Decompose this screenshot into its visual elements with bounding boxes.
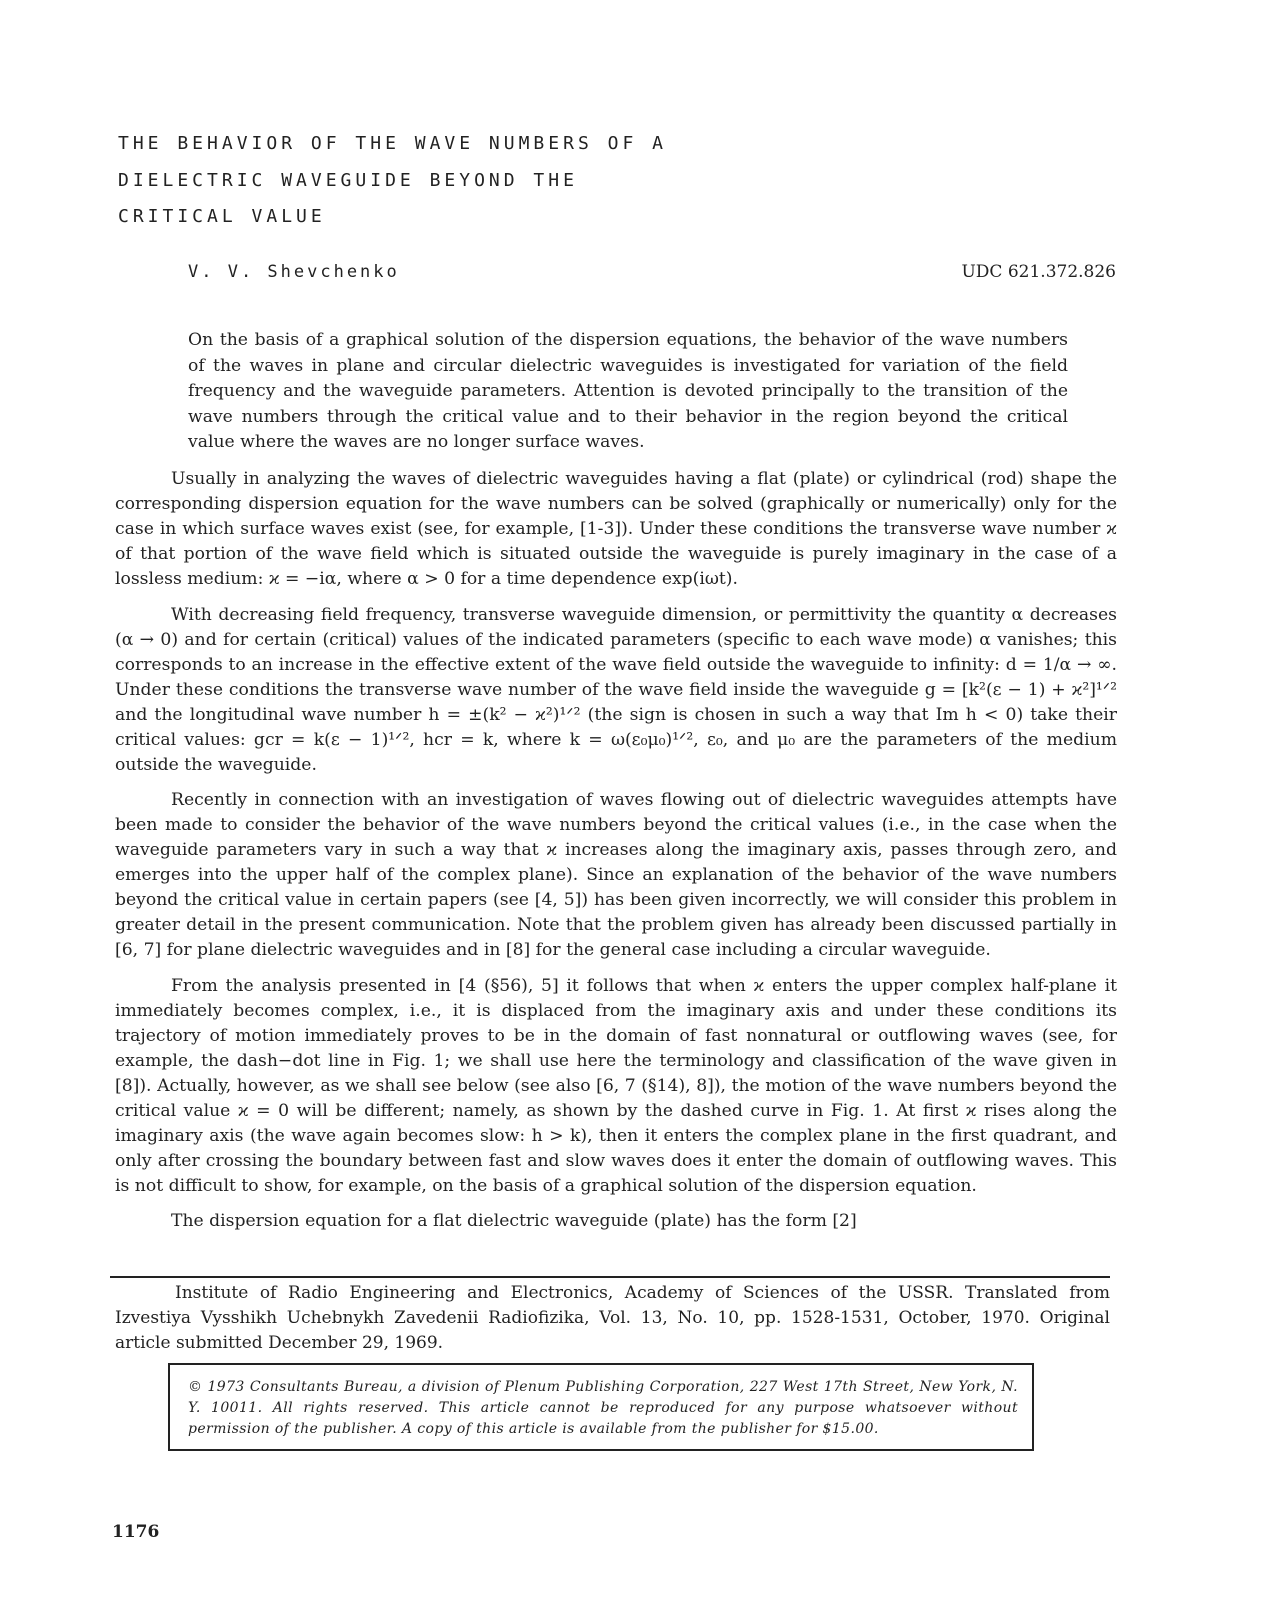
author: V. V. Shevchenko: [188, 262, 400, 282]
body-paragraph: With decreasing field frequency, transverse waveguide dimension, or permittivity the quantity α decreases (α → 0) and for certain (critical) values of the indicated parameters (specific to each wave mode) α vanishes; this corresponds to an increase in the effective extent of the wave field outside the waveguide to infinity: d = 1/α → ∞. Under these conditions the transverse wave number of the wave field inside the waveguide g = [k²(ε − 1) + ϰ²]¹ᐟ² and the longitudinal wave number h = ±(k² − ϰ²)¹ᐟ² (the sign is chosen in such a way that Im h < 0) take their critical values: gcr = k(ε − 1)¹ᐟ², hcr = k, where k = ω(ε₀μ₀)¹ᐟ², ε₀, and μ₀ are the parameters of the medium outside the waveguide.: [115, 604, 1117, 775]
body-paragraph: Usually in analyzing the waves of dielectric waveguides having a flat (plate) or cylindrical (rod) shape the corresponding dispersion equation for the wave numbers can be solved (graphically or numerically) only for the case in which surface waves exist (see, for example, [1-3]). Under these conditions the transverse wave number ϰ of that portion of the wave field which is situated outside the waveguide is purely imaginary in the case of a lossless medium: ϰ = −iα, where α > 0 for a time dependence exp(iωt).: [115, 469, 1117, 589]
body-paragraph: The dispersion equation for a flat dielectric waveguide (plate) has the form [2]: [171, 1211, 857, 1231]
footnote-divider: [110, 1276, 1110, 1278]
copyright-notice: © 1973 Consultants Bureau, a division of Plenum Publishing Corporation, 227 West 17th Street, New York, N. Y. 10011. All rights reserved. This article cannot be reproduced for any purpose whatsoever without permission of the publisher. A copy of this article is available from the publisher for $15.00.: [188, 1379, 1018, 1437]
body-paragraph: From the analysis presented in [4 (§56), 5] it follows that when ϰ enters the upper complex half-plane it immediately becomes complex, i.e., it is displaced from the imaginary axis and under these conditions its trajectory of motion immediately proves to be in the domain of fast nonnatural or outflowing waves (see, for example, the dash−dot line in Fig. 1; we shall use here the terminology and classification of the wave given in [8]). Actually, however, as we shall see below (see also [6, 7 (§14), 8]), the motion of the wave numbers beyond the critical value ϰ = 0 will be different; namely, as shown by the dashed curve in Fig. 1. At first ϰ rises along the imaginary axis (the wave again becomes slow: h > k), then it enters the complex plane in the first quadrant, and only after crossing the boundary between fast and slow waves does it enter the domain of outflowing waves. This is not difficult to show, for example, on the basis of a graphical solution of the dispersion equation.: [115, 975, 1117, 1196]
page-number: 1176: [112, 1522, 160, 1542]
affiliation-footnote: Institute of Radio Engineering and Electronics, Academy of Sciences of the USSR. Translated from Izvestiya Vysshikh Uchebnykh Zavedenii Radiofizika, Vol. 13, No. 10, pp. 1528-1531, October, 1970. Original article submitted December 29, 1969.: [115, 1283, 1110, 1353]
udc-code: UDC 621.372.826: [961, 262, 1116, 282]
article-title-line-3: CRITICAL VALUE: [118, 206, 326, 227]
article-body: [115, 467, 1117, 1245]
copyright-box: [168, 1363, 1034, 1451]
abstract: On the basis of a graphical solution of the dispersion equations, the behavior of the wave numbers of the waves in plane and circular dielectric waveguides is investigated for variation of the field frequency and the waveguide parameters. Attention is devoted principally to the transition of the wave numbers through the critical value and to their behavior in the region beyond the critical value where the waves are no longer surface waves.: [188, 330, 1068, 453]
body-paragraph: Recently in connection with an investigation of waves flowing out of dielectric waveguides attempts have been made to consider the behavior of the wave numbers beyond the critical values (i.e., in the case when the waveguide parameters vary in such a way that ϰ increases along the imaginary axis, passes through zero, and emerges into the upper half of the complex plane). Since an explanation of the behavior of the wave numbers beyond the critical value in certain papers (see [4, 5]) has been given incorrectly, we will consider this problem in greater detail in the present communication. Note that the problem given has already been discussed partially in [6, 7] for plane dielectric waveguides and in [8] for the general case including a circular waveguide.: [115, 790, 1117, 960]
article-title-line-1: THE BEHAVIOR OF THE WAVE NUMBERS OF A: [118, 133, 667, 154]
article-title-line-2: DIELECTRIC WAVEGUIDE BEYOND THE: [118, 170, 578, 191]
